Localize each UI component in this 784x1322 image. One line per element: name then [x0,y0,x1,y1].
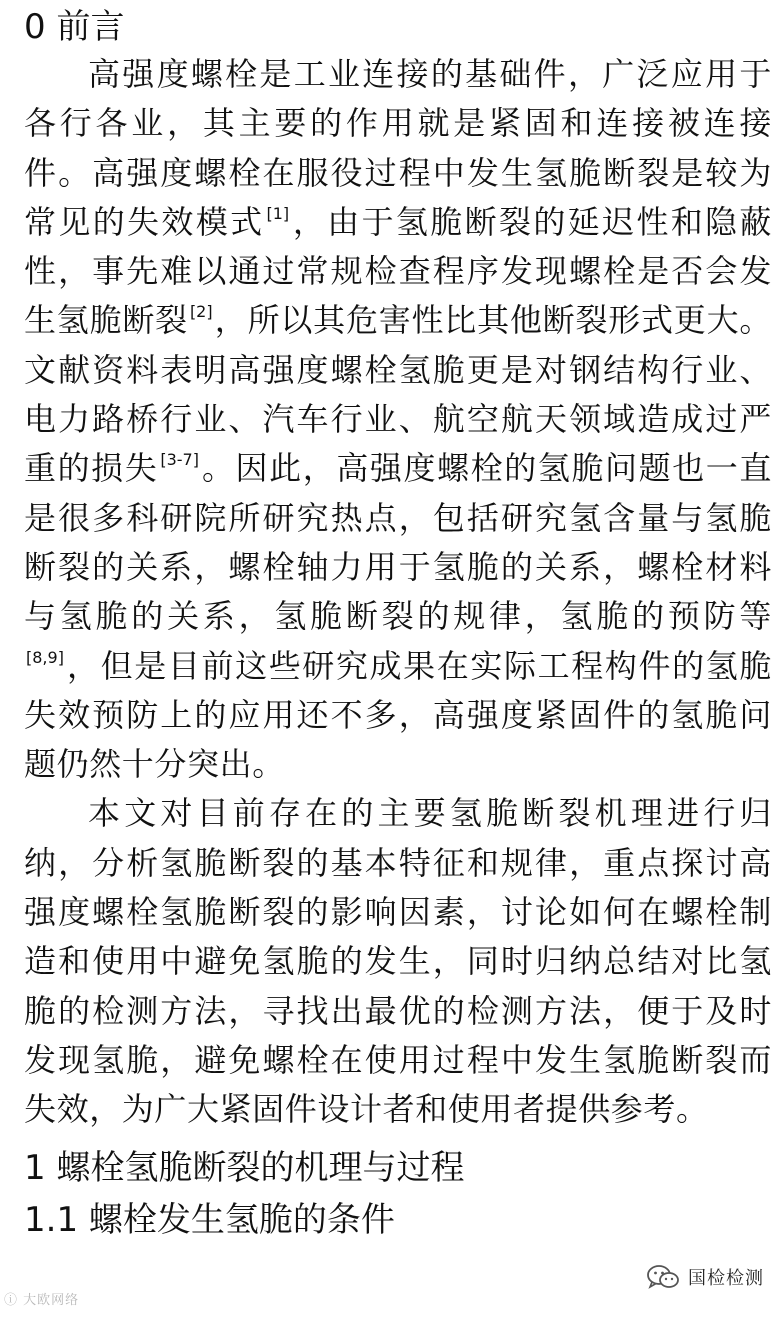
watermark-account-name: 国检检测 [688,1268,764,1289]
watermark-left: ⓘ 大欧网络 [4,1293,80,1308]
section-heading-intro: 0 前言 [24,7,125,47]
paragraph-intro-1 [24,50,772,789]
section-heading-1: 1 螺栓氢脆断裂的机理与过程 [24,1147,465,1188]
para1-text-1: 高强度螺栓是工业连接的基础件，广泛应用于各行各业，其主要的作用就是紧固和连接被连接件。高强度螺栓在服役过程中发生氢脆断裂是较为常见的失效模式 [24,55,772,241]
wechat-watermark [642,1262,768,1292]
para1-text-5: ，但是目前这些研究成果在实际工程构件的氢脆失效预防上的应用还不多，高强度紧固件的氢脆问题仍然十分突出。 [24,646,772,784]
paragraph-intro-2: 本文对目前存在的主要氢脆断裂机理进行归纳，分析氢脆断裂的基本特征和规律，重点探讨高强度螺栓氢脆断裂的影响因素，讨论如何在螺栓制造和使用中避免氢脆的发生，同时归纳总结对比氢脆的检测方法，寻找出最优的检测方法，便于及时发现氢脆，避免螺栓在使用过程中发生氢脆断裂而失效，为广大紧固件设计者和使用者提供参考。 [24,794,772,1129]
para1-text-4: 。因此，高强度螺栓的氢脆问题也一直是很多科研院所研究热点，包括研究氢含量与氢脆断裂的关系，螺栓轴力用于氢脆的关系，螺栓材料与氢脆的关系，氢脆断裂的规律，氢脆的预防等 [24,449,772,636]
citation-3-7: [3-7] [160,450,199,470]
para1-text-2: ，由于氢脆断裂的延迟性和隐蔽性，事先难以通过常规检查程序发现螺栓是否会发生氢脆断裂 [24,202,773,340]
wechat-icon [646,1264,680,1290]
para1-text-3: ，所以其危害性比其他断裂形式更大。文献资料表明高强度螺栓氢脆更是对钢结构行业、电力路桥行业、汽车行业、航空航天领域造成过严重的损失 [24,301,772,488]
section-heading-1-1: 1.1 螺栓发生氢脆的条件 [24,1199,395,1240]
citation-8-9: [8,9] [26,647,64,667]
citation-1: [1] [266,203,290,223]
citation-2: [2] [189,302,213,322]
